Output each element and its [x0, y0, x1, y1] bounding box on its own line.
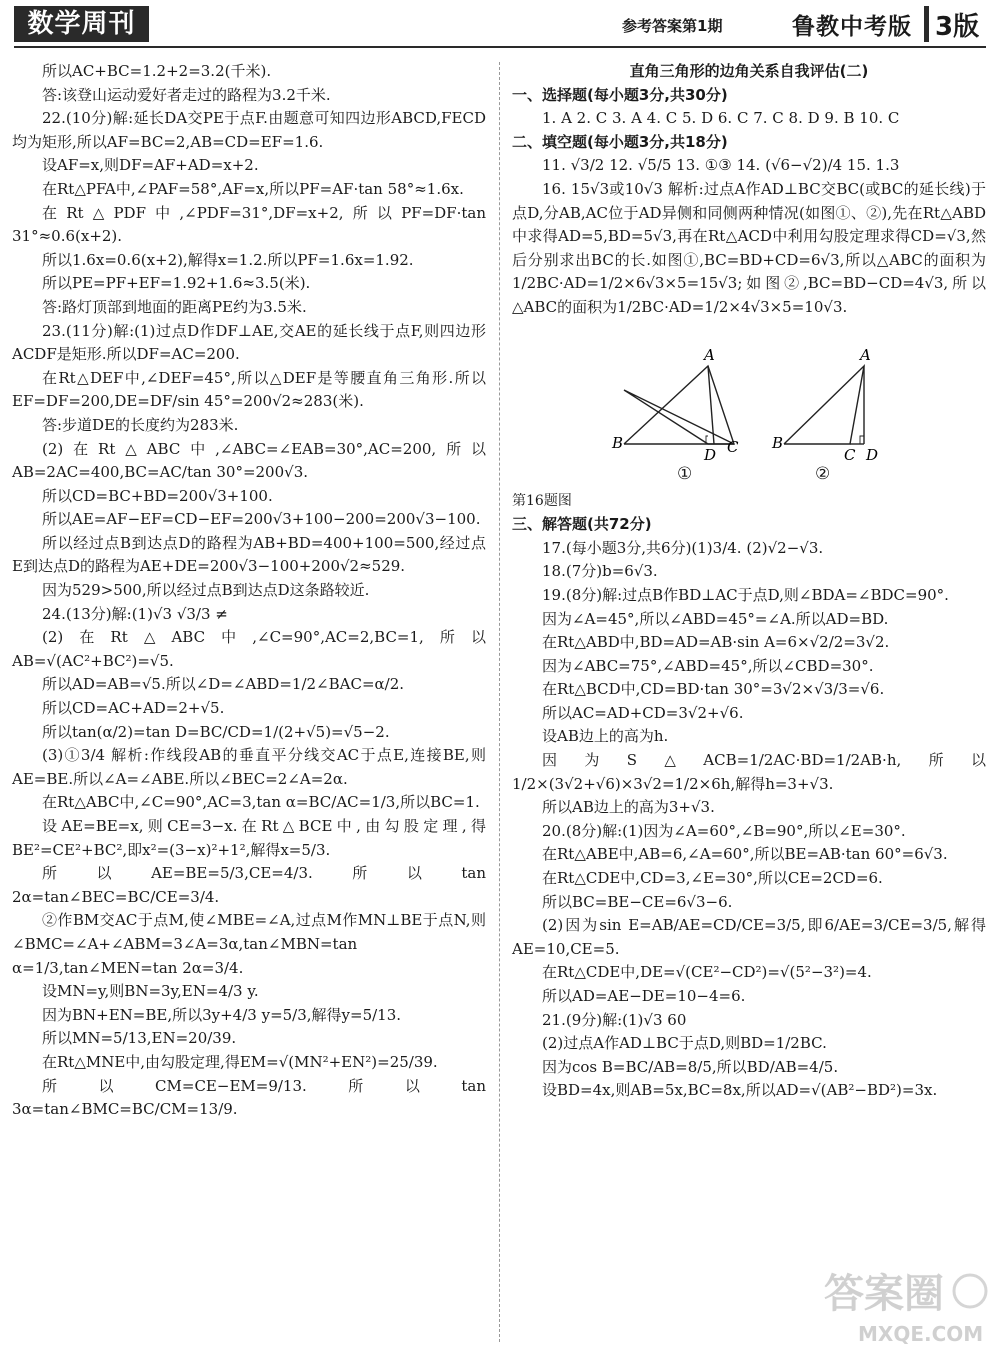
- left-column: [12, 60, 486, 1122]
- answer-line: 因为cos B=BC/AB=8/5,所以BD/AB=4/5.: [542, 1057, 839, 1076]
- answer-line: 在Rt△ABC中,∠C=90°,AC=3,tan α=BC/AC=1/3,所以BC=1.: [42, 793, 480, 812]
- answer-line: 因为∠ABC=75°,∠ABD=45°,所以∠CBD=30°.: [542, 656, 874, 675]
- answer-line: 所以AB边上的高为3+√3.: [542, 798, 715, 817]
- answer-line: 设BD=4x,则AB=5x,BC=8x,所以AD=√(AB²−BD²)=3x.: [542, 1081, 938, 1100]
- answer-line: 1. A 2. C 3. A 4. C 5. D 6. C 7. C 8. D 9. B 10. C: [542, 109, 900, 128]
- label-a-1: A: [704, 345, 715, 364]
- answer-line: 答:该登山运动爱好者走过的路程为3.2千米.: [42, 85, 331, 104]
- answer-line: 在Rt△ABD中,BD=AD=AB·sin A=6×√2/2=3√2.: [542, 633, 890, 652]
- answer-line: 在Rt△ABE中,AB=6,∠A=60°,所以BE=AB·tan 60°=6√3.: [542, 845, 948, 864]
- watermark-url: MXQE.COM: [858, 1322, 984, 1346]
- answer-line: 所以tan(α/2)=tan D=BC/CD=1/(2+√5)=√5−2.: [42, 722, 390, 741]
- answer-line: 在Rt△CDE中,DE=√(CE²−CD²)=√(5²−3²)=4.: [542, 963, 872, 982]
- answer-line: 18.(7分)b=6√3.: [542, 562, 658, 581]
- label-d-2: D: [866, 445, 879, 464]
- answer-line: 所以1.6x=0.6(x+2),解得x=1.2.所以PF=1.6x=1.92.: [42, 250, 414, 269]
- watermark-text: 答案圈: [824, 1271, 944, 1317]
- answer-line: 所以BC=BE−CE=6√3−6.: [542, 892, 733, 911]
- figure-numbers: [512, 464, 986, 490]
- page-number: 3版: [935, 12, 980, 42]
- answer-line: 所以CD=AC+AD=2+√5.: [42, 699, 225, 718]
- issue-label: 参考答案第1期: [622, 17, 723, 35]
- answer-line: 因为∠A=45°,所以∠ABD=45°=∠A.所以AD=BD.: [542, 609, 889, 628]
- label-b-1: B: [612, 433, 624, 452]
- figure-1-lines: [624, 366, 734, 444]
- answer-line: 所以AD=AE−DE=10−4=6.: [542, 987, 746, 1005]
- answer-line: 答:步道DE的长度约为283米.: [42, 415, 239, 434]
- answer-line: 在Rt△CDE中,CD=3,∠E=30°,所以CE=2CD=6.: [542, 869, 883, 888]
- figure-caption: 第16题图: [512, 492, 572, 509]
- answer-line: 设AB边上的高为h.: [542, 727, 669, 746]
- answer-line: 20.(8分)解:(1)因为∠A=60°,∠B=90°,所以∠E=30°.: [542, 821, 906, 840]
- answer-line: (2)因为sin E=AB/AE=CD/CE=3/5,即6/AE=3/CE=3/5,解得AE=10,CE=5.: [512, 916, 986, 958]
- figure-2-lines: [784, 366, 864, 444]
- answer-line: 所以AE=BE=5/3,CE=4/3.所以tan 2α=tan∠BEC=BC/CE=3/4.: [12, 864, 486, 906]
- figure-number-1: ①: [677, 463, 693, 484]
- answer-line: ②作BM交AC于点M,使∠MBE=∠A,过点M作MN⊥BE于点N,则∠BMC=∠A+∠ABM=3∠A=3α,tan∠MBN=tan α=1/3,tan∠MEN=tan 2α=3/4.: [12, 911, 486, 977]
- section-heading: 二、填空题(每小题3分,共18分): [512, 132, 728, 151]
- page-header: [0, 0, 1000, 48]
- section-heading: 一、选择题(每小题3分,共30分): [512, 85, 728, 104]
- figure-16: [512, 324, 986, 464]
- answer-line: 所以PE=PF+EF=1.92+1.6≈3.5(米).: [42, 274, 311, 293]
- answer-line: 在Rt△PDF中,∠PDF=31°,DF=x+2,所以PF=DF·tan 31°≈0.6(x+2).: [12, 203, 486, 246]
- answer-line: 因为S△ACB=1/2AC·BD=1/2AB·h,所以1/2×(3√2+√6)×3√2=1/2×6h,解得h=3+√3.: [512, 751, 986, 793]
- watermark-logo: [818, 1255, 994, 1347]
- label-c-1: C: [727, 437, 739, 456]
- triangle-figure-1: [624, 390, 734, 444]
- column-separator: [499, 62, 500, 1342]
- section-title: 直角三角形的边角关系自我评估(二): [629, 62, 869, 80]
- answer-line: 答:路灯顶部到地面的距离PE约为3.5米.: [42, 297, 307, 316]
- answer-line: 11. √3/2 12. √5/5 13. ①③ 14. (√6−√2)/4 15. 1.3: [542, 156, 900, 175]
- answer-line: 所以MN=5/13,EN=20/39.: [42, 1029, 237, 1048]
- answer-line: 所以AE=AF−EF=CD−EF=200√3+100−200=200√3−100.: [42, 510, 481, 529]
- answer-line: 在Rt△MNE中,由勾股定理,得EM=√(MN²+EN²)=25/39.: [42, 1052, 438, 1071]
- answers-part-1: [512, 84, 986, 320]
- header-rule: [14, 46, 986, 48]
- triangle-diagrams: [512, 324, 986, 464]
- edition-label: 鲁教中考版: [792, 14, 912, 40]
- newspaper-brand: 数学周刊: [14, 6, 149, 42]
- answer-line: (2)在Rt△ABC中,∠C=90°,AC=2,BC=1,所以AB=√(AC²+BC²)=√5.: [12, 628, 486, 670]
- answer-line: 所以经过点B到达点D的路程为AB+BD=400+100=500,经过点E到达点D的路程为AE+DE=200√3−100+200√2≈529.: [12, 533, 486, 576]
- answer-line: 22.(10分)解:延长DA交PE于点F.由题意可知四边形ABCD,FECD均为矩形,所以AF=BC=2,AB=CD=EF=1.6.: [12, 109, 486, 151]
- right-column: [512, 60, 986, 1103]
- label-d-1: D: [704, 445, 717, 464]
- label-a-2: A: [860, 345, 871, 364]
- answer-line: 17.(每小题3分,共6分)(1)3/4. (2)√2−√3.: [542, 538, 824, 557]
- answer-line: (2)在Rt△ABC中,∠ABC=∠EAB=30°,AC=200,所以AB=2AC=400,BC=AC/tan 30°=200√3.: [12, 439, 486, 482]
- triangle-abc-1: [624, 390, 734, 444]
- answer-line: 24.(13分)解:(1)√3 √3/3 ≠: [42, 604, 228, 623]
- answer-line: 19.(8分)解:过点B作BD⊥AC于点D,则∠BDA=∠BDC=90°.: [542, 585, 949, 604]
- answer-line: 所以AC=AD+CD=3√2+√6.: [542, 703, 744, 722]
- label-c-2: C: [844, 445, 856, 464]
- answer-line: 23.(11分)解:(1)过点D作DF⊥AE,交AE的延长线于点F,则四边形ACDF是矩形.所以DF=AC=200.: [12, 321, 486, 364]
- answer-line: (2)过点A作AD⊥BC于点D,则BD=1/2BC.: [542, 1034, 827, 1053]
- answer-line: 因为BN+EN=BE,所以3y+4/3 y=5/3,解得y=5/13.: [42, 1005, 402, 1024]
- figure-number-2: ②: [815, 463, 831, 484]
- label-b-2: B: [772, 433, 784, 452]
- answer-line: 21.(9分)解:(1)√3 60: [542, 1010, 687, 1029]
- answers-part-2: [512, 513, 986, 1103]
- answer-line: 所以AC+BC=1.2+2=3.2(千米).: [42, 62, 272, 80]
- answer-line: 在Rt△DEF中,∠DEF=45°,所以△DEF是等腰直角三角形.所以EF=DF=200,DE=DF/sin 45°=200√2≈283(米).: [12, 368, 486, 411]
- answer-line: 因为529>500,所以经过点B到达点D这条路较近.: [42, 581, 370, 600]
- answer-line: 设AF=x,则DF=AF+AD=x+2.: [42, 156, 259, 175]
- answer-line: 所以AD=AB=√5.所以∠D=∠ABD=1/2∠BAC=α/2.: [42, 675, 405, 694]
- header-divider: [924, 6, 929, 42]
- section-heading: 三、解答题(共72分): [512, 515, 652, 534]
- answer-line: 设MN=y,则BN=3y,EN=4/3 y.: [42, 982, 259, 1001]
- answer-line: 在Rt△PFA中,∠PAF=58°,AF=x,所以PF=AF·tan 58°≈1.6x.: [42, 179, 464, 198]
- answer-line: 16. 15√3或10√3 解析:过点A作AD⊥BC交BC(或BC的延长线)于点D,分AB,AC位于AD异侧和同侧两种情况(如图①、②),先在Rt△ABD中求得AD=5,BD=5√3,再在Rt△ACD中利用勾股定理求得CD=√3,然后分别求出BC的长.如图①,BC=BD+CD=6√3,所以△ABC的面积为1/2BC·AD=1/2×6√3×5=15√3;如图②,BC=BD−CD=4√3,所以△ABC的面积为1/2BC·AD=1/2×4√3×5=10√3.: [512, 179, 986, 316]
- answer-line: 所以CD=BC+BD=200√3+100.: [42, 486, 273, 505]
- answer-line: 设AE=BE=x,则CE=3−x.在Rt△BCE中,由勾股定理,得BE²=CE²+BC²,即x²=(3−x)²+1²,解得x=5/3.: [12, 817, 486, 859]
- answer-line: (3)①3/4 解析:作线段AB的垂直平分线交AC于点E,连接BE,则AE=BE.所以∠A=∠ABE.所以∠BEC=2∠A=2α.: [12, 746, 486, 788]
- answer-line: 在Rt△BCD中,CD=BD·tan 30°=3√2×√3/3=√6.: [542, 680, 885, 699]
- answer-line: 所以CM=CE−EM=9/13.所以tan 3α=tan∠BMC=BC/CM=13/9.: [12, 1076, 486, 1119]
